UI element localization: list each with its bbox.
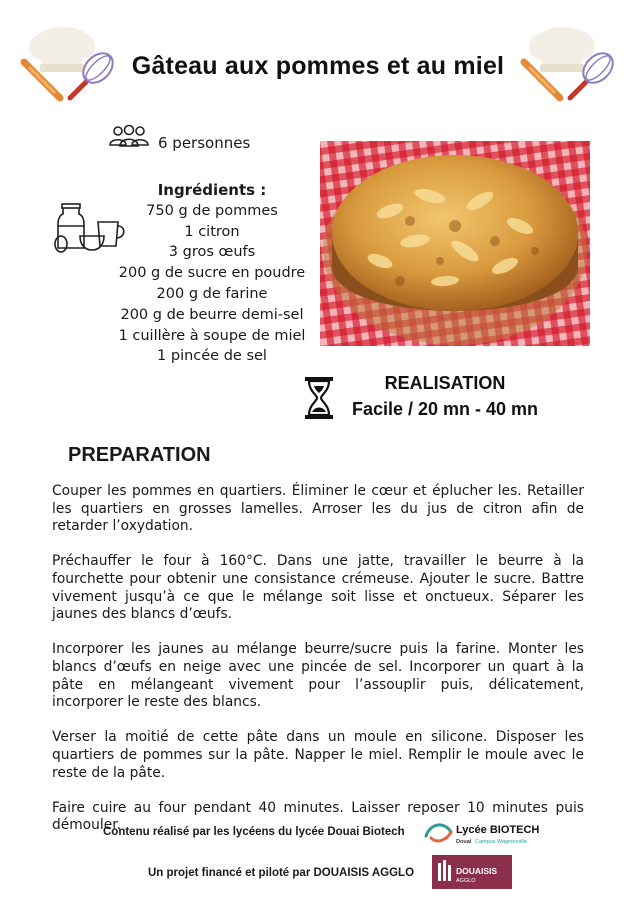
ingredients-title: Ingrédients : — [157, 181, 267, 199]
biotech-logo — [423, 818, 553, 848]
douaisis-logo-sub: AGGLO — [456, 878, 476, 884]
ingredient-item: 1 pincée de sel — [157, 348, 267, 365]
credit-text: Contenu réalisé par les lycéens du lycée Douai Biotech — [103, 826, 405, 838]
realisation-title: REALISATION — [384, 373, 506, 393]
ingredient-item: 200 g de sucre en poudre — [118, 265, 306, 282]
cake-photo — [320, 141, 590, 346]
recipe-title: Gâteau aux pommes et au miel — [131, 52, 505, 80]
preparation-step: Verser la moitié de cette pâte dans un moule en silicone. Disposer les quartiers de pommes sur la pâte. Napper le miel. Remplir le moule avec le reste de la pâte. — [52, 729, 584, 781]
preparation-step: Incorporer les jaunes au mélange beurre/sucre puis la farine. Monter les blancs d’œufs en neige avec une pincée de sel. Incorporer un quart à la pâte en mélangeant vivement pour l’assouplir puis, délicatement, incorporer le reste des blancs. — [52, 641, 584, 711]
ingredient-item: 750 g de pommes — [146, 202, 278, 219]
preparation-step: Faire cuire au four pendant 40 minutes. Laisser reposer 10 minutes puis démouler. — [52, 799, 584, 834]
ingredient-item: 1 citron — [184, 223, 240, 240]
ingredient-item: 1 cuillère à soupe de miel — [118, 327, 306, 344]
biotech-logo-sub-right: Campus Wagnonville — [475, 839, 527, 845]
ingredient-item: 200 g de beurre demi-sel — [120, 306, 304, 323]
preparation-steps — [52, 483, 584, 852]
biotech-logo-sub-left: Douai — [456, 839, 472, 845]
ingredient-item: 3 gros œufs — [168, 244, 256, 261]
biotech-logo-name: Lycée BIOTECH — [456, 824, 540, 836]
people-icon — [107, 124, 151, 148]
realisation-detail: Facile / 20 mn - 40 mn — [351, 399, 539, 419]
realisation-block — [330, 370, 560, 422]
preparation-step: Couper les pommes en quartiers. Éliminer le cœur et éplucher les. Retailler les quartiers en grosses lamelles. Arroser les du jus de citron afin de retarder l’oxydation. — [52, 483, 584, 535]
preparation-title: PREPARATION — [68, 444, 211, 466]
ingredients-block — [92, 180, 332, 367]
funding-text: Un projet financé et piloté par DOUAISIS AGGLO — [148, 867, 415, 879]
douaisis-logo-name: DOUAISIS — [456, 866, 498, 876]
douaisis-logo — [432, 855, 512, 889]
servings-text: 6 personnes — [158, 134, 251, 152]
ingredient-item: 200 g de farine — [156, 285, 268, 302]
preparation-step: Préchauffer le four à 160°C. Dans une jatte, travailler le beurre à la fourchette pour obtenir une consistance crémeuse. Ajouter le sucre. Battre vivement jusqu’à ce que le mélange soit lisse et onctueux. Séparer les jaunes des blancs d’œufs. — [52, 553, 584, 623]
